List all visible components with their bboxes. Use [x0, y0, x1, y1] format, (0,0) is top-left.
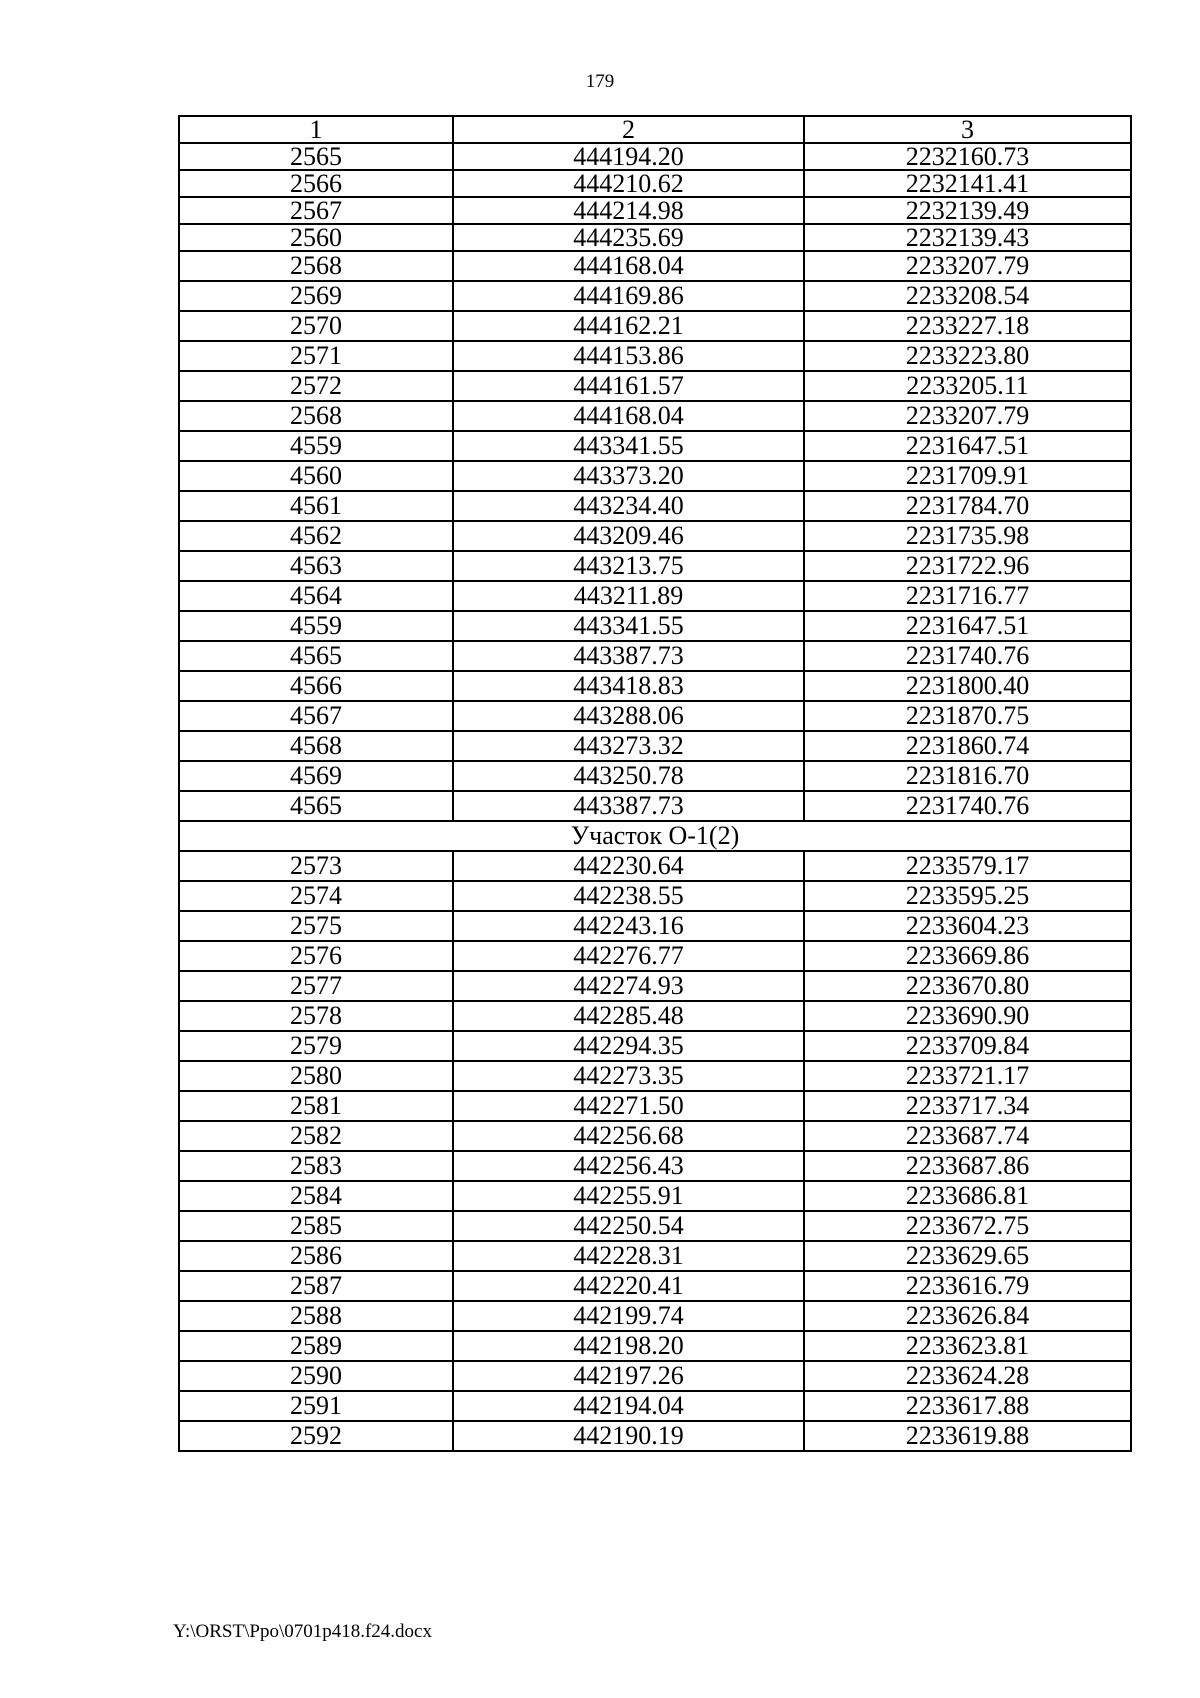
y-coordinate-cell: 2233669.86 — [804, 941, 1131, 971]
table-row — [179, 1061, 1131, 1091]
point-number-cell: 2578 — [179, 1001, 453, 1031]
x-coordinate-cell: 442190.19 — [453, 1421, 804, 1451]
table-row — [179, 1211, 1131, 1241]
point-number-cell: 4565 — [179, 791, 453, 821]
point-number-cell: 2568 — [179, 251, 453, 281]
x-coordinate-cell: 442285.48 — [453, 1001, 804, 1031]
y-coordinate-cell: 2233690.90 — [804, 1001, 1131, 1031]
y-coordinate-cell: 2233619.88 — [804, 1421, 1131, 1451]
column-header-3: 3 — [804, 116, 1131, 143]
x-coordinate-cell: 443211.89 — [453, 581, 804, 611]
y-coordinate-cell: 2231800.40 — [804, 671, 1131, 701]
table-row — [179, 1391, 1131, 1421]
x-coordinate-cell: 443209.46 — [453, 521, 804, 551]
table-row — [179, 1001, 1131, 1031]
y-coordinate-cell: 2233616.79 — [804, 1271, 1131, 1301]
x-coordinate-cell: 443387.73 — [453, 641, 804, 671]
table-row — [179, 401, 1131, 431]
table-row — [179, 1301, 1131, 1331]
table-row — [179, 143, 1131, 170]
coordinates-table — [178, 115, 1132, 1452]
point-number-cell: 4563 — [179, 551, 453, 581]
table-row — [179, 611, 1131, 641]
y-coordinate-cell: 2233208.54 — [804, 281, 1131, 311]
x-coordinate-cell: 443418.83 — [453, 671, 804, 701]
x-coordinate-cell: 442198.20 — [453, 1331, 804, 1361]
x-coordinate-cell: 443373.20 — [453, 461, 804, 491]
x-coordinate-cell: 442194.04 — [453, 1391, 804, 1421]
x-coordinate-cell: 444168.04 — [453, 251, 804, 281]
table-row — [179, 701, 1131, 731]
table-row — [179, 341, 1131, 371]
table-row — [179, 731, 1131, 761]
point-number-cell: 2584 — [179, 1181, 453, 1211]
table-row — [179, 911, 1131, 941]
point-number-cell: 2576 — [179, 941, 453, 971]
x-coordinate-cell: 444214.98 — [453, 197, 804, 224]
y-coordinate-cell: 2232139.43 — [804, 224, 1131, 251]
point-number-cell: 4562 — [179, 521, 453, 551]
point-number-cell: 2569 — [179, 281, 453, 311]
x-coordinate-cell: 442220.41 — [453, 1271, 804, 1301]
y-coordinate-cell: 2231647.51 — [804, 431, 1131, 461]
table-row — [179, 551, 1131, 581]
section-title: Участок О-1(2) — [179, 821, 1131, 851]
x-coordinate-cell: 442255.91 — [453, 1181, 804, 1211]
table-row — [179, 881, 1131, 911]
y-coordinate-cell: 2233687.86 — [804, 1151, 1131, 1181]
y-coordinate-cell: 2233207.79 — [804, 251, 1131, 281]
y-coordinate-cell: 2233670.80 — [804, 971, 1131, 1001]
y-coordinate-cell: 2233624.28 — [804, 1361, 1131, 1391]
x-coordinate-cell: 442199.74 — [453, 1301, 804, 1331]
y-coordinate-cell: 2233595.25 — [804, 881, 1131, 911]
y-coordinate-cell: 2231740.76 — [804, 641, 1131, 671]
y-coordinate-cell: 2233717.34 — [804, 1091, 1131, 1121]
table-row — [179, 761, 1131, 791]
point-number-cell: 2560 — [179, 224, 453, 251]
y-coordinate-cell: 2232160.73 — [804, 143, 1131, 170]
x-coordinate-cell: 442274.93 — [453, 971, 804, 1001]
x-coordinate-cell: 444169.86 — [453, 281, 804, 311]
x-coordinate-cell: 444162.21 — [453, 311, 804, 341]
x-coordinate-cell: 442271.50 — [453, 1091, 804, 1121]
y-coordinate-cell: 2233709.84 — [804, 1031, 1131, 1061]
footer-file-path: Y:\ORST\Ppo\0701p418.f24.docx — [173, 1621, 432, 1642]
point-number-cell: 2581 — [179, 1091, 453, 1121]
x-coordinate-cell: 442238.55 — [453, 881, 804, 911]
y-coordinate-cell: 2231740.76 — [804, 791, 1131, 821]
point-number-cell: 4559 — [179, 431, 453, 461]
x-coordinate-cell: 443273.32 — [453, 731, 804, 761]
point-number-cell: 2575 — [179, 911, 453, 941]
y-coordinate-cell: 2233227.18 — [804, 311, 1131, 341]
x-coordinate-cell: 443213.75 — [453, 551, 804, 581]
table-row — [179, 431, 1131, 461]
table-row — [179, 1271, 1131, 1301]
x-coordinate-cell: 443387.73 — [453, 791, 804, 821]
point-number-cell: 4565 — [179, 641, 453, 671]
table-row — [179, 1241, 1131, 1271]
x-coordinate-cell: 442256.68 — [453, 1121, 804, 1151]
table-row — [179, 941, 1131, 971]
y-coordinate-cell: 2231716.77 — [804, 581, 1131, 611]
point-number-cell: 2579 — [179, 1031, 453, 1061]
x-coordinate-cell: 443341.55 — [453, 611, 804, 641]
y-coordinate-cell: 2233579.17 — [804, 851, 1131, 881]
y-coordinate-cell: 2232139.49 — [804, 197, 1131, 224]
y-coordinate-cell: 2233686.81 — [804, 1181, 1131, 1211]
point-number-cell: 2583 — [179, 1151, 453, 1181]
y-coordinate-cell: 2233626.84 — [804, 1301, 1131, 1331]
point-number-cell: 2590 — [179, 1361, 453, 1391]
point-number-cell: 4568 — [179, 731, 453, 761]
x-coordinate-cell: 442228.31 — [453, 1241, 804, 1271]
table-row — [179, 671, 1131, 701]
x-coordinate-cell: 444168.04 — [453, 401, 804, 431]
x-coordinate-cell: 442294.35 — [453, 1031, 804, 1061]
y-coordinate-cell: 2233672.75 — [804, 1211, 1131, 1241]
x-coordinate-cell: 444235.69 — [453, 224, 804, 251]
x-coordinate-cell: 444161.57 — [453, 371, 804, 401]
y-coordinate-cell: 2231722.96 — [804, 551, 1131, 581]
x-coordinate-cell: 442276.77 — [453, 941, 804, 971]
point-number-cell: 4561 — [179, 491, 453, 521]
x-coordinate-cell: 443341.55 — [453, 431, 804, 461]
point-number-cell: 2591 — [179, 1391, 453, 1421]
y-coordinate-cell: 2233687.74 — [804, 1121, 1131, 1151]
y-coordinate-cell: 2231709.91 — [804, 461, 1131, 491]
point-number-cell: 2567 — [179, 197, 453, 224]
table-row — [179, 1421, 1131, 1451]
table-row — [179, 371, 1131, 401]
x-coordinate-cell: 443250.78 — [453, 761, 804, 791]
table-row — [179, 311, 1131, 341]
y-coordinate-cell: 2233617.88 — [804, 1391, 1131, 1421]
point-number-cell: 2565 — [179, 143, 453, 170]
point-number-cell: 2572 — [179, 371, 453, 401]
x-coordinate-cell: 444153.86 — [453, 341, 804, 371]
x-coordinate-cell: 443234.40 — [453, 491, 804, 521]
table-row — [179, 1151, 1131, 1181]
x-coordinate-cell: 444210.62 — [453, 170, 804, 197]
y-coordinate-cell: 2233604.23 — [804, 911, 1131, 941]
y-coordinate-cell: 2231816.70 — [804, 761, 1131, 791]
x-coordinate-cell: 442273.35 — [453, 1061, 804, 1091]
point-number-cell: 4567 — [179, 701, 453, 731]
y-coordinate-cell: 2233223.80 — [804, 341, 1131, 371]
table-row — [179, 251, 1131, 281]
table-row — [179, 224, 1131, 251]
point-number-cell: 2570 — [179, 311, 453, 341]
point-number-cell: 2580 — [179, 1061, 453, 1091]
y-coordinate-cell: 2231784.70 — [804, 491, 1131, 521]
y-coordinate-cell: 2233629.65 — [804, 1241, 1131, 1271]
table-row — [179, 1031, 1131, 1061]
point-number-cell: 2577 — [179, 971, 453, 1001]
point-number-cell: 2571 — [179, 341, 453, 371]
table-header-row — [179, 116, 1131, 143]
table-row — [179, 1121, 1131, 1151]
table-row — [179, 851, 1131, 881]
point-number-cell: 4560 — [179, 461, 453, 491]
point-number-cell: 4569 — [179, 761, 453, 791]
point-number-cell: 2582 — [179, 1121, 453, 1151]
x-coordinate-cell: 442256.43 — [453, 1151, 804, 1181]
y-coordinate-cell: 2233205.11 — [804, 371, 1131, 401]
table-row — [179, 581, 1131, 611]
point-number-cell: 2586 — [179, 1241, 453, 1271]
point-number-cell: 4559 — [179, 611, 453, 641]
x-coordinate-cell: 443288.06 — [453, 701, 804, 731]
point-number-cell: 2589 — [179, 1331, 453, 1361]
table-row — [179, 281, 1131, 311]
x-coordinate-cell: 442243.16 — [453, 911, 804, 941]
page-number: 179 — [585, 71, 615, 92]
y-coordinate-cell: 2233207.79 — [804, 401, 1131, 431]
column-header-2: 2 — [453, 116, 804, 143]
point-number-cell: 4566 — [179, 671, 453, 701]
table-row — [179, 197, 1131, 224]
x-coordinate-cell: 442250.54 — [453, 1211, 804, 1241]
y-coordinate-cell: 2233623.81 — [804, 1331, 1131, 1361]
point-number-cell: 2592 — [179, 1421, 453, 1451]
table-row — [179, 170, 1131, 197]
table-row — [179, 971, 1131, 1001]
x-coordinate-cell: 442197.26 — [453, 1361, 804, 1391]
point-number-cell: 2587 — [179, 1271, 453, 1301]
point-number-cell: 2585 — [179, 1211, 453, 1241]
point-number-cell: 2568 — [179, 401, 453, 431]
table-row — [179, 491, 1131, 521]
y-coordinate-cell: 2232141.41 — [804, 170, 1131, 197]
y-coordinate-cell: 2231735.98 — [804, 521, 1131, 551]
table-row — [179, 461, 1131, 491]
section-row — [179, 821, 1131, 851]
table-row — [179, 1331, 1131, 1361]
table-row — [179, 1091, 1131, 1121]
point-number-cell: 2566 — [179, 170, 453, 197]
table-row — [179, 641, 1131, 671]
column-header-1: 1 — [179, 116, 453, 143]
y-coordinate-cell: 2231860.74 — [804, 731, 1131, 761]
y-coordinate-cell: 2233721.17 — [804, 1061, 1131, 1091]
y-coordinate-cell: 2231870.75 — [804, 701, 1131, 731]
table-row — [179, 521, 1131, 551]
point-number-cell: 2574 — [179, 881, 453, 911]
coordinates-table-body — [179, 116, 1131, 1451]
y-coordinate-cell: 2231647.51 — [804, 611, 1131, 641]
point-number-cell: 2588 — [179, 1301, 453, 1331]
point-number-cell: 4564 — [179, 581, 453, 611]
x-coordinate-cell: 444194.20 — [453, 143, 804, 170]
point-number-cell: 2573 — [179, 851, 453, 881]
x-coordinate-cell: 442230.64 — [453, 851, 804, 881]
table-row — [179, 791, 1131, 821]
table-row — [179, 1361, 1131, 1391]
table-row — [179, 1181, 1131, 1211]
